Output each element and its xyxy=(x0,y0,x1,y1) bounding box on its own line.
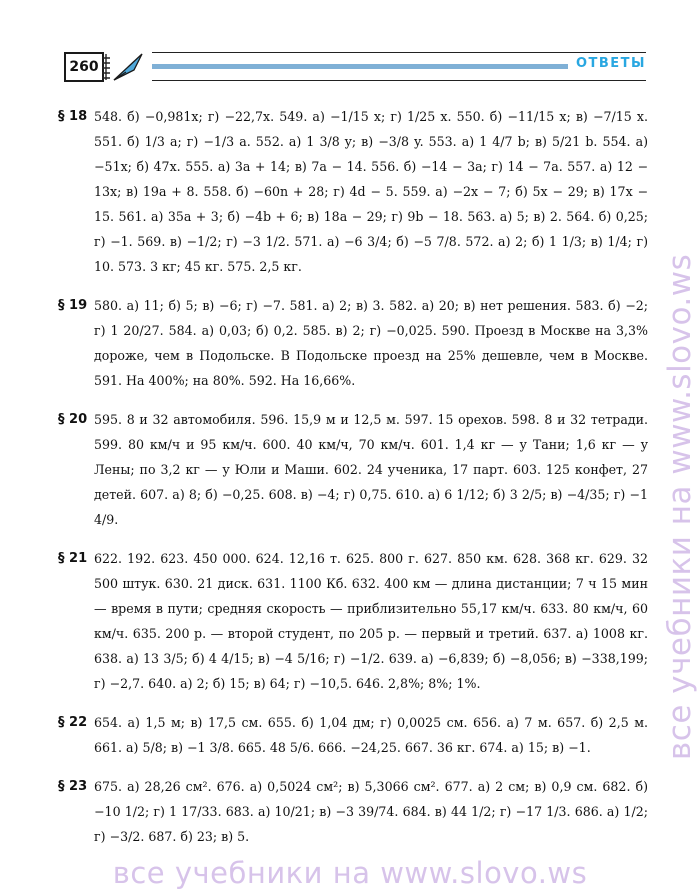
section-number: § 21 xyxy=(58,551,88,566)
section-19 xyxy=(58,293,648,393)
section-18 xyxy=(58,104,648,279)
page-number: 260 xyxy=(64,52,104,82)
pen-nib-icon xyxy=(112,50,146,84)
section-answers: 675. а) 28,26 см². 676. а) 0,5024 см²; в) 5,3066 см². 677. а) 2 см; в) 0,9 см. 682. б) −10 1/2; г) 1 17/33. 683. а) 10/21; в) −3 39/74. 684. в) 44 1/2; г) −17 1/3. 686. а) 1/2; г) −3/2. 687. б) 23; в) 5. xyxy=(94,779,648,844)
section-answers: 595. 8 и 32 автомобиля. 596. 15,9 м и 12,5 м. 597. 15 орехов. 598. 8 и 32 тетради. 599. 80 км/ч и 95 км/ч. 600. 40 км/ч, 70 км/ч. 601. 1,4 кг — у Тани; 1,6 кг — у Лены; по 3,2 кг — у Юли и Маши. 602. 24 ученика, 17 парт. 603. 125 конфет, 27 детей. 607. а) 8; б) −0,25. 608. в) −4; г) 0,75. 610. а) 6 1/12; б) 3 2/5; в) −4/35; г) −1 4/9. xyxy=(94,412,648,527)
section-22 xyxy=(58,710,648,760)
section-number: § 18 xyxy=(58,109,88,124)
section-number: § 22 xyxy=(58,715,88,730)
section-number: § 20 xyxy=(58,412,88,427)
section-number: § 23 xyxy=(58,779,88,794)
watermark-bottom: все учебники на www.slovo.ws xyxy=(112,856,588,890)
header-title: ОТВЕТЫ xyxy=(568,56,646,71)
page-header xyxy=(64,52,646,82)
section-answers: 580. а) 11; б) 5; в) −6; г) −7. 581. а) 2; в) 3. 582. а) 20; в) нет решения. 583. б) −2; г) 1 20/27. 584. а) 0,03; б) 0,2. 585. в) 2; г) −0,025. 590. Проезд в Москве на 3,3% дороже, чем в Подольске. В Подольске проезд на 25% дешевле, чем в Москве. 591. На 400%; на 80%. 592. На 16,66%. xyxy=(94,298,648,388)
watermark-vertical: все учебники на www.slovo.ws xyxy=(662,253,698,760)
spiral-binding-icon xyxy=(101,53,111,81)
section-21 xyxy=(58,546,648,696)
section-answers: 622. 192. 623. 450 000. 624. 12,16 т. 625. 800 г. 627. 850 км. 628. 368 кг. 629. 32 500 штук. 630. 21 диск. 631. 1100 Кб. 632. 400 км — длина дистанции; 7 ч 15 мин — время в пути; средняя скорость — приблизительно 55,17 км/ч. 633. 80 км/ч, 60 км/ч. 635. 200 р. — второй студент, по 205 р. — первый и третий. 637. а) 1008 кг. 638. а) 13 3/5; б) 4 4/15; в) −4 5/16; г) −1/2. 639. а) −6,839; б) −8,056; в) −338,199; г) −2,7. 640. а) 2; б) 15; в) 64; г) −10,5. 646. 2,8%; 8%; 1%. xyxy=(94,551,648,691)
header-rule-bottom xyxy=(152,80,646,81)
section-20 xyxy=(58,407,648,532)
section-23 xyxy=(58,774,648,849)
answers-content xyxy=(58,104,648,863)
header-rule-top xyxy=(152,52,646,53)
section-answers: 654. а) 1,5 м; в) 17,5 см. 655. б) 1,04 дм; г) 0,0025 см. 656. а) 7 м. 657. б) 2,5 м. 661. а) 5/8; в) −1 3/8. 665. 48 5/6. 666. −24,25. 667. 36 кг. 674. а) 15; в) −1. xyxy=(94,715,648,755)
section-answers: 548. б) −0,981x; г) −22,7x. 549. а) −1/15 x; г) 1/25 x. 550. б) −11/15 x; в) −7/15 x. 551. б) 1/3 a; г) −1/3 a. 552. а) 1 3/8 y; в) −3/8 y. 553. а) 1 4/7 b; в) 5/21 b. 554. а) −51x; б) 47x. 555. а) 3a + 14; в) 7a − 14. 556. б) −14 − 3a; г) 14 − 7a. 557. а) 12 − 13x; в) 19a + 8. 558. б) −60n + 28; г) 4d − 5. 559. а) −2x − 7; б) 5x − 29; в) 17x − 15. 561. а) 35a + 3; б) −4b + 6; в) 18a − 29; г) 9b − 18. 563. а) 5; в) 2. 564. б) 0,25; г) −1. 569. в) −1/2; г) −3 1/2. 571. а) −6 3/4; б) −5 7/8. 572. а) 2; б) 1 1/3; в) 1/4; г) 10. 573. 3 кг; 45 кг. 575. 2,5 кг. xyxy=(94,109,648,274)
section-number: § 19 xyxy=(58,298,88,313)
